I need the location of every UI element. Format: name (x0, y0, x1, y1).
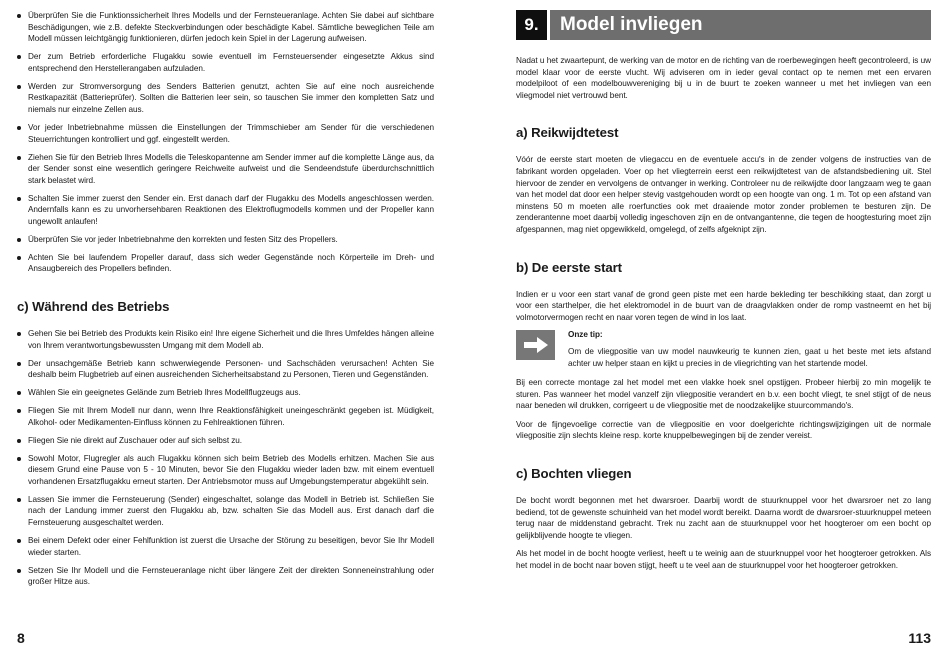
list-item-text: Vor jeder Inbetriebnahme müssen die Einstellungen der Trimmschieber am Sender für die verschiedenen Steuerrichtungen kontrolliert und ggf. eingestellt werden. (28, 122, 434, 144)
section-heading-first-start: b) De eerste start (516, 259, 622, 275)
list-item-text: Wählen Sie ein geeignetes Gelände zum Betrieb Ihres Modellflugzeugs aus. (28, 388, 301, 398)
chapter-title: Model invliegen (550, 10, 931, 40)
list-item-text: Gehen Sie bei Betrieb des Produkts kein Risiko ein! Ihre eigene Sicherheit und die Ihres Umfeldes hängen alleine von Ihrem verantwortungsbewussten Umgang mit dem Modell ab. (28, 329, 434, 350)
chapter-number: 9. (516, 10, 547, 40)
bullet-list-top (17, 10, 434, 275)
bullet-icon (17, 569, 21, 573)
turns-paragraph-1: De bocht wordt begonnen met het dwarsroer. Daarbij wordt de stuurknuppel voor het dwarsroer net zo lang bediend, tot de gewenste schuinheid van het model wordt bereikt. Daarna wordt de dwarsroer-stuurknuppel meteen terug naar de middenstand gebracht. Trek nu zacht aan de stuurknuppel voor het hoogteroer om een bocht op gelijkblijvende hoogte te vliegen. (516, 496, 931, 540)
tip-content (568, 329, 931, 369)
list-item (17, 234, 434, 246)
right-column (516, 10, 931, 572)
list-item-text: Fliegen Sie nie direkt auf Zuschauer oder auf sich selbst zu. (28, 435, 243, 445)
first-start-paragraph-3: Voor de fijngevoelige correctie van de vliegpositie en voor doelgerichte richtingswijzigingen uit de normale vliegpositie zijn slechts kleine resp. korte knuppelbewegingen bij de zender vereist. (516, 419, 931, 441)
bullet-icon (17, 332, 21, 336)
list-item (17, 122, 434, 145)
list-item (17, 453, 434, 488)
bullet-icon (17, 197, 21, 201)
intro-paragraph: Nadat u het zwaartepunt, de werking van de motor en de richting van de roerbewegingen heeft gecontroleerd, is uw model klaar voor de eerste vlucht. Wij adviseren om in ieder geval contact op te nemen met een ervaren modelpiloot of een modelbouwvereniging bij u in de buurt te zoeken wanneer u met het invliegen van een vliegmodel niet vertrouwd bent. (516, 56, 931, 100)
tip-text: Om de vliegpositie van uw model nauwkeurig te kunnen zien, gaat u het beste met iets afstand achter uw helper staan en kijkt u precies in de vliegrichting van het startende model. (568, 346, 931, 368)
list-item (17, 328, 434, 351)
list-item (17, 535, 434, 558)
list-item-text: Lassen Sie immer die Fernsteuerung (Sender) eingeschaltet, solange das Modell in Betrieb ist. Schließen Sie nach der Landung immer zuerst den Flugakku ab, bzw. schalten Sie das Modell aus. Erst danach darf die Fernsteuerung ausgeschaltet werden. (28, 494, 434, 528)
list-item (17, 494, 434, 529)
page-number-right: 113 (908, 630, 931, 646)
list-item (17, 405, 434, 428)
right-page (475, 0, 950, 651)
list-item-text: Der unsachgemäße Betrieb kann schwerwiegende Personen- und Sachschäden verursachen! Achten Sie deshalb beim Flugbetrieb auf einen ausreichenden Sicherheitsabstand zu Personen, Tieren und Gegenständen. (28, 358, 434, 380)
list-item (17, 81, 434, 116)
bullet-icon (17, 14, 21, 18)
list-item (17, 51, 434, 74)
list-item (17, 10, 434, 45)
section-heading-turns: c) Bochten vliegen (516, 466, 632, 482)
list-item (17, 565, 434, 588)
tip-block (516, 329, 931, 369)
chapter-header (516, 10, 931, 40)
list-item-text: Bei einem Defekt oder einer Fehlfunktion ist zuerst die Ursache der Störung zu beseitigen, bevor Sie Ihr Modell wieder starten. (28, 536, 434, 557)
list-item-text: Setzen Sie Ihr Modell und die Fernsteueranlage nicht über längere Zeit der direkten Sonneneinstrahlung oder großer Hitze aus. (28, 565, 434, 587)
list-item-text: Schalten Sie immer zuerst den Sender ein. Erst danach darf der Flugakku des Modells angeschlossen werden. Andernfalls kann es zu unvorhersehbaren Reaktionen des Elektroflugmodells kommen und der Propeller kann ungewollt anlaufen! (28, 193, 434, 226)
list-item-text: Fliegen Sie mit Ihrem Modell nur dann, wenn Ihre Reaktionsfähigkeit uneingeschränkt gegeben ist. Müdigkeit, Alkohol- oder Medikamenten-Einfluss können zu Fehlreaktionen führen. (28, 406, 434, 427)
bullet-icon (17, 539, 21, 543)
list-item-text: Werden zur Stromversorgung des Senders Batterien genutzt, achten Sie auf eine noch ausreichende Restkapazität (Batterieprüfer). Sollten die Batterien leer sein, so tauschen Sie immer den kompletten Satz und niemals nur einzelne Zellen aus. (28, 81, 434, 114)
list-item-text: Überprüfen Sie die Funktionssicherheit Ihres Modells und der Fernsteueranlage. Achten Sie dabei auf sichtbare Beschädigungen, wie z.B. defekte Steckverbindungen oder beschädigte Kabel. Sämtliche beweglichen Teile am Modell müssen leichtgängig funktionieren, dürfen jedoch kein Spiel in der Lagerung aufweisen. (28, 11, 434, 44)
bullet-icon (17, 156, 21, 160)
first-start-paragraph-2: Bij een correcte montage zal het model met een vlakke hoek snel opstijgen. Probeer hierbij zo min mogelijk te sturen. Pas wanneer het model vanzelf zijn vliegpositie verandert en b.v. een bocht vliegt, te snel stijgt of de neus naar beneden wil drukken, corrigeert u de vliegpositie met de noodzakelijke stuurcommando's. (516, 378, 931, 411)
list-item (17, 193, 434, 228)
list-item (17, 252, 434, 275)
section-heading-during-operation: c) Während des Betriebs (17, 299, 170, 315)
bullet-icon (17, 457, 21, 461)
section-heading-range-test: a) Reikwijdtetest (516, 125, 619, 141)
tip-heading: Onze tip: (568, 330, 603, 340)
bullet-icon (17, 256, 21, 260)
first-start-paragraph-1: Indien er u voor een start vanaf de grond geen piste met een harde bekleding ter beschikking staat, dan zorgt u voor een starthelper, die het elektromodel in de buurt van de draagvlakken onder de romp vastneemt en het bij volmotorvermogen recht en naar voren tegen de wind in los laat. (516, 289, 931, 322)
bullet-icon (17, 498, 21, 502)
bullet-list-during-operation (17, 328, 434, 588)
range-test-paragraph: Vóór de eerste start moeten de vliegaccu en de eventuele accu's in de zender volgens de instructies van de fabrikant worden opgeladen. Voer op het vliegterrein eerst een reikwijdtetest van de afstandsbediening uit. Stel hiervoor de zender en vervolgens de ontvanger in werking. Controleer nu de reikwijdte door langzaam weg te gaan van het model dat door een helper stevig vastgehouden wordt op een hoogte van ong. 1 m. Tot op een afstand van minstens 50 m moeten alle roerfuncties ook met draaiende motor zonder problemen te besturen zijn. De zenderantenne moet daarbij volledig ingeschoven zijn en de ontvangantenne, die tegen de hoogtesturing moet zijn afgespannen, mag niet opgewikkeld, omgelegd, of zelfs afgeknipt zijn. (516, 155, 931, 234)
arrow-right-icon-svg (523, 336, 549, 354)
arrow-right-icon (516, 330, 555, 360)
list-item (17, 435, 434, 447)
list-item (17, 387, 434, 399)
list-item (17, 152, 434, 187)
left-column (17, 10, 434, 594)
bullet-icon (17, 391, 21, 395)
bullet-icon (17, 362, 21, 366)
bullet-icon (17, 238, 21, 242)
list-item-text: Überprüfen Sie vor jeder Inbetriebnahme den korrekten und festen Sitz des Propellers. (28, 234, 338, 244)
bullet-icon (17, 409, 21, 413)
list-item-text: Sowohl Motor, Flugregler als auch Flugakku können sich beim Betrieb des Modells erhitzen. Machen Sie aus diesem Grund eine Pause von 5 - 10 Minuten, bevor Sie den Flugakku wieder laden bzw. mit einem eventuell vorhandenen Ersatzflugakku erneut starten. Der Antriebsmotor muss auf Umgebungstemperatur abgekühlt sein. (28, 453, 434, 486)
list-item-text: Der zum Betrieb erforderliche Flugakku sowie eventuell im Fernsteuersender eingesetzte Akkus sind entsprechend den Herstellerangaben aufzuladen. (28, 52, 434, 73)
turns-paragraph-2: Als het model in de bocht hoogte verliest, heeft u te weinig aan de stuurknuppel voor het hoogteroer getrokken. Als het model in de bocht naar boven stijgt, heeft u te veel aan de stuurknuppel voor het hoogteroer getrokken. (516, 549, 931, 571)
list-item (17, 358, 434, 381)
page-number-left: 8 (17, 630, 25, 646)
list-item-text: Achten Sie bei laufendem Propeller darauf, dass sich weder Gegenstände noch Körperteile im Dreh- und Ansaugbereich des Propellers befinden. (28, 252, 434, 274)
list-item-text: Ziehen Sie für den Betrieb Ihres Modells die Teleskopantenne am Sender immer auf die komplette Länge aus, da der Sender sonst eine wesentlich geringere Reichweite aufweist und die Sendeendstufe überdurchschnittlich stark belastet wird. (28, 152, 434, 185)
bullet-icon (17, 126, 21, 130)
bullet-icon (17, 85, 21, 89)
bullet-icon (17, 439, 21, 443)
bullet-icon (17, 55, 21, 59)
